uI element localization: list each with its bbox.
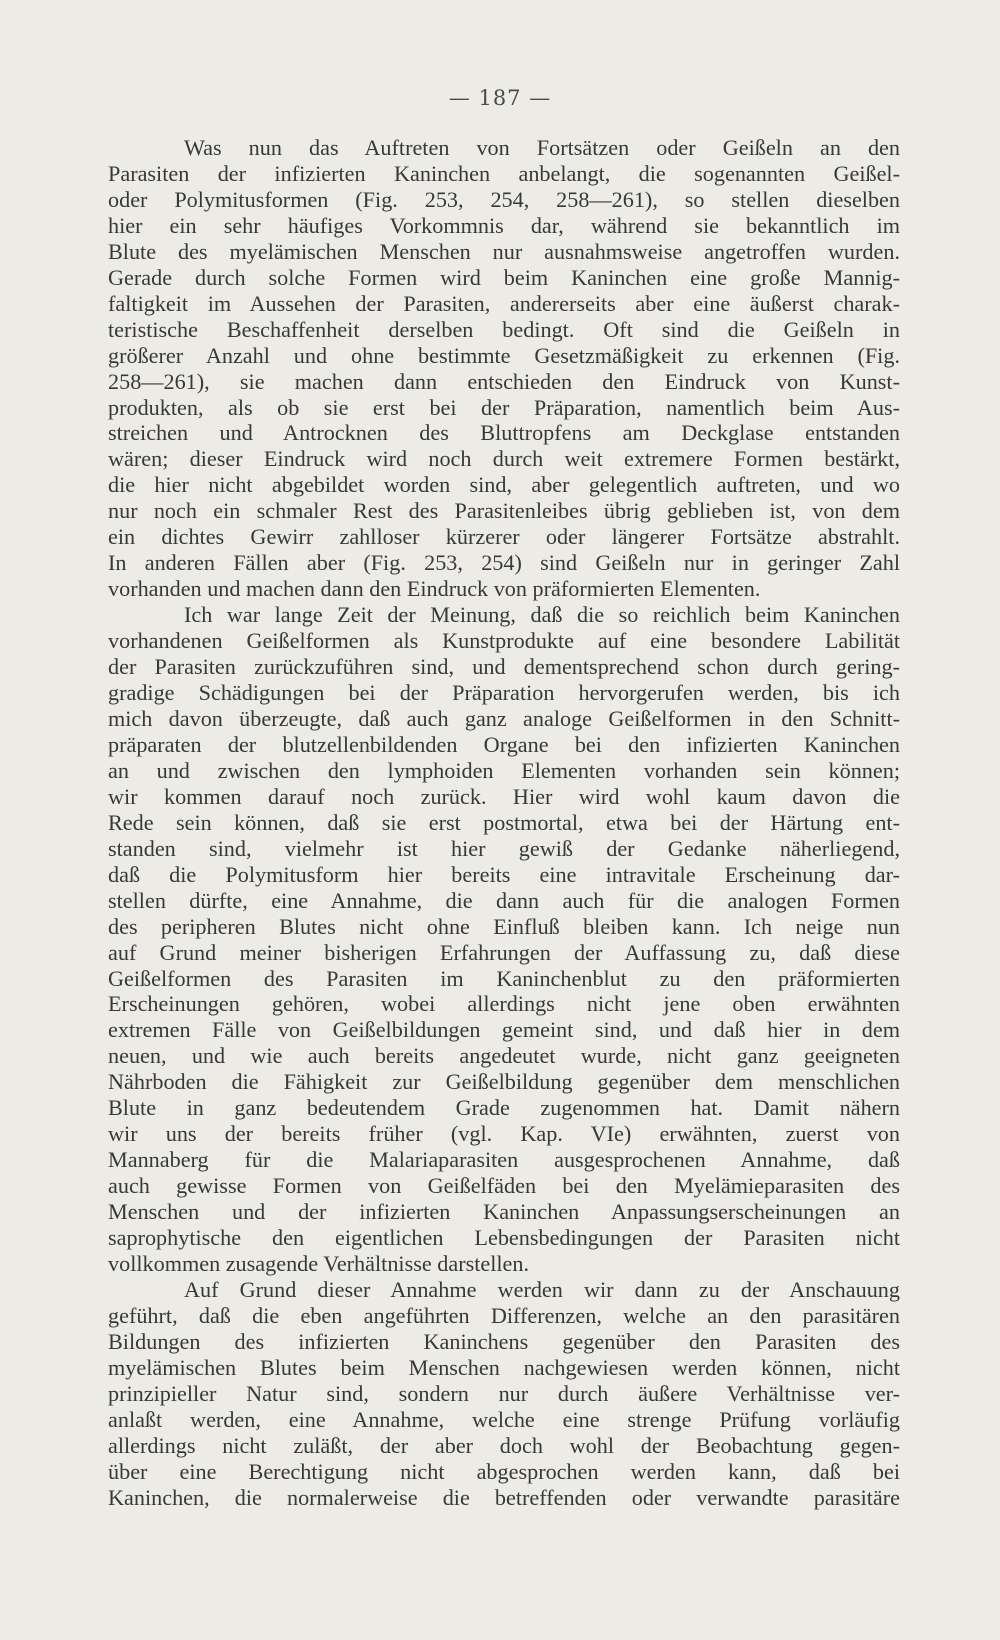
text-line: prinzipieller Natur sind, sondern nur durch äußere Verhältnisse ver-: [108, 1380, 900, 1406]
text-line: wir uns der bereits früher (vgl. Kap. VIe) erwähnten, zuerst von: [108, 1121, 900, 1147]
text-line: Menschen und der infizierten Kaninchen Anpassungserscheinungen an: [108, 1199, 900, 1225]
body-text: [108, 135, 900, 1511]
text-line: Blute in ganz bedeutendem Grade zugenommen hat. Damit nähern: [108, 1095, 900, 1121]
text-line: Bildungen des infizierten Kaninchens gegenüber den Parasiten des: [108, 1328, 900, 1354]
text-line: stellen dürfte, eine Annahme, die dann auch für die analogen Formen: [108, 887, 900, 913]
text-line: Kaninchen, die normalerweise die betreffenden oder verwandte parasitäre: [108, 1484, 900, 1510]
text-line: der Parasiten zurückzuführen sind, und dementsprechend schon durch gering-: [108, 654, 900, 680]
text-line: produkten, als ob sie erst bei der Präparation, namentlich beim Aus-: [108, 394, 900, 420]
text-line: nur noch ein schmaler Rest des Parasitenleibes übrig geblieben ist, von dem: [108, 498, 900, 524]
text-line: Gerade durch solche Formen wird beim Kaninchen eine große Mannig-: [108, 264, 900, 290]
text-line: Parasiten der infizierten Kaninchen anbelangt, die sogenannten Geißel-: [108, 160, 900, 186]
text-line: vorhanden und machen dann den Eindruck von präformierten Elementen.: [108, 576, 761, 602]
text-line: auch gewisse Formen von Geißelfäden bei den Myelämieparasiten des: [108, 1173, 900, 1199]
text-line: Was nun das Auftreten von Fortsätzen oder Geißeln an den: [184, 135, 900, 160]
text-line: ein dichtes Gewirr zahlloser kürzerer oder längerer Fortsätze abstrahlt.: [108, 524, 900, 550]
text-line: streichen und Antrocknen des Bluttropfens am Deckglase entstanden: [108, 420, 900, 446]
text-line: die hier nicht abgebildet worden sind, aber gelegentlich auftreten, und wo: [108, 472, 900, 498]
text-line: geführt, daß die eben angeführten Differenzen, welche an den parasitären: [108, 1302, 900, 1328]
text-line: Rede sein können, daß sie erst postmortal, etwa bei der Härtung ent-: [108, 809, 900, 835]
text-line: 258—261), sie machen dann entschieden den Eindruck von Kunst-: [108, 368, 900, 394]
text-line: über eine Berechtigung nicht abgesprochen werden kann, daß bei: [108, 1458, 900, 1484]
text-line: Blute des myelämischen Menschen nur ausnahmsweise angetroffen wurden.: [108, 238, 900, 264]
text-line: allerdings nicht zuläßt, der aber doch wohl der Beobachtung gegen-: [108, 1432, 900, 1458]
text-line: anlaßt werden, eine Annahme, welche eine strenge Prüfung vorläufig: [108, 1406, 900, 1432]
text-line: faltigkeit im Aussehen der Parasiten, andererseits aber eine äußerst charak-: [108, 290, 900, 316]
text-line: vorhandenen Geißelformen als Kunstprodukte auf eine besondere Labilität: [108, 628, 900, 654]
text-line: Erscheinungen gehören, wobei allerdings nicht jene oben erwähnten: [108, 991, 900, 1017]
text-line: wir kommen darauf noch zurück. Hier wird wohl kaum davon die: [108, 783, 900, 809]
text-line: an und zwischen den lymphoiden Elementen vorhanden sein können;: [108, 757, 900, 783]
text-line: vollkommen zusagende Verhältnisse darstellen.: [108, 1250, 530, 1276]
text-line: des peripheren Blutes nicht ohne Einfluß bleiben kann. Ich neige nun: [108, 913, 900, 939]
text-line: wären; dieser Eindruck wird noch durch weit extremere Formen bestärkt,: [108, 446, 900, 472]
text-line: saprophytische den eigentlichen Lebensbedingungen der Parasiten nicht: [108, 1225, 900, 1251]
text-line: mich davon überzeugte, daß auch ganz analoge Geißelformen in den Schnitt-: [108, 705, 900, 731]
text-line: Ich war lange Zeit der Meinung, daß die so reichlich beim Kaninchen: [184, 602, 900, 628]
text-line: Auf Grund dieser Annahme werden wir dann zu der Anschauung: [184, 1276, 900, 1302]
text-line: teristische Beschaffenheit derselben bedingt. Oft sind die Geißeln in: [108, 316, 900, 342]
text-line: präparaten der blutzellenbildenden Organe bei den infizierten Kaninchen: [108, 731, 900, 757]
text-line: In anderen Fällen aber (Fig. 253, 254) sind Geißeln nur in geringer Zahl: [108, 550, 900, 576]
text-line: auf Grund meiner bisherigen Erfahrungen der Auffassung zu, daß diese: [108, 939, 900, 965]
text-line: Mannaberg für die Malariaparasiten ausgesprochenen Annahme, daß: [108, 1147, 900, 1173]
text-line: hier ein sehr häufiges Vorkommnis dar, während sie bekanntlich im: [108, 212, 900, 238]
text-line: Nährboden die Fähigkeit zur Geißelbildung gegenüber dem menschlichen: [108, 1069, 900, 1095]
text-line: standen sind, vielmehr ist hier gewiß der Gedanke näherliegend,: [108, 835, 900, 861]
page-number-header: — 187 —: [448, 86, 552, 110]
text-line: oder Polymitusformen (Fig. 253, 254, 258—261), so stellen dieselben: [108, 186, 900, 212]
text-line: Geißelformen des Parasiten im Kaninchenblut zu den präformierten: [108, 965, 900, 991]
text-line: größerer Anzahl und ohne bestimmte Gesetzmäßigkeit zu erkennen (Fig.: [108, 342, 900, 368]
text-line: daß die Polymitusform hier bereits eine intravitale Erscheinung dar-: [108, 861, 900, 887]
text-line: extremen Fälle von Geißelbildungen gemeint sind, und daß hier in dem: [108, 1017, 900, 1043]
text-line: myelämischen Blutes beim Menschen nachgewiesen werden können, nicht: [108, 1354, 900, 1380]
text-line: neuen, und wie auch bereits angedeutet wurde, nicht ganz geeigneten: [108, 1043, 900, 1069]
text-line: gradige Schädigungen bei der Präparation hervorgerufen werden, bis ich: [108, 680, 900, 706]
